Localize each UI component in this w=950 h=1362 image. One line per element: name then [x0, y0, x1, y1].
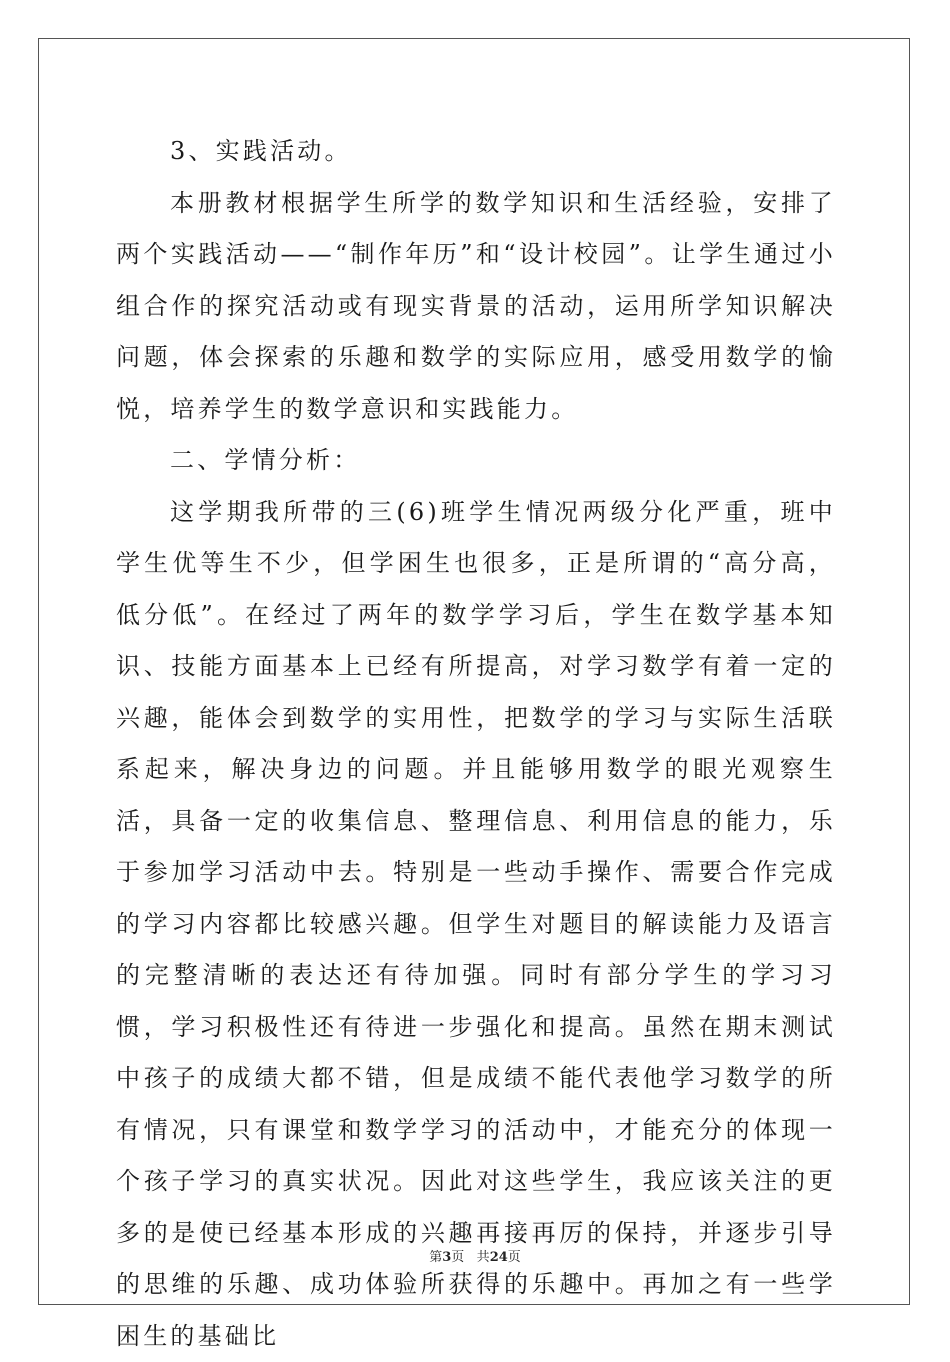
document-body [116, 126, 836, 1362]
footer-total-suffix: 页 [508, 1250, 521, 1265]
page-footer [0, 1246, 950, 1265]
footer-total-prefix: 共 [477, 1250, 490, 1265]
paragraph-student-analysis: 这学期我所带的三(6)班学生情况两级分化严重，班中学生优等生不少，但学困生也很多，正是所谓的“高分高，低分低”。在经过了两年的数学学习后，学生在数学基本知识、技能方面基本上已经有所提高，对学习数学有着一定的兴趣，能体会到数学的实用性，把数学的学习与实际生活联系起来，解决身边的问题。并且能够用数学的眼光观察生活，具备一定的收集信息、整理信息、利用信息的能力，乐于参加学习活动中去。特别是一些动手操作、需要合作完成的学习内容都比较感兴趣。但学生对题目的解读能力及语言的完整清晰的表达还有待加强。同时有部分学生的学习习惯，学习积极性还有待进一步强化和提高。虽然在期末测试中孩子的成绩大都不错，但是成绩不能代表他学习数学的所有情况，只有课堂和数学学习的活动中，才能充分的体现一个孩子学习的真实状况。因此对这些学生，我应该关注的更多的是使已经基本形成的兴趣再接再厉的保持，并逐步引导的思维的乐趣、成功体验所获得的乐趣中。再加之有一些学困生的基础比 [116, 487, 836, 1362]
footer-page-prefix: 第 [429, 1250, 442, 1265]
section-heading-student-analysis: 二、学情分析： [116, 435, 836, 487]
footer-page-total: 24 [490, 1250, 508, 1265]
footer-page-suffix: 页 [451, 1250, 464, 1265]
section-heading-practice-activities: 3、实践活动。 [116, 126, 836, 178]
footer-page-current: 3 [442, 1250, 451, 1265]
paragraph-practice-activities: 本册教材根据学生所学的数学知识和生活经验，安排了两个实践活动——“制作年历”和“设计校园”。让学生通过小组合作的探究活动或有现实背景的活动，运用所学知识解决问题，体会探索的乐趣和数学的实际应用，感受用数学的愉悦，培养学生的数学意识和实践能力。 [116, 178, 836, 436]
